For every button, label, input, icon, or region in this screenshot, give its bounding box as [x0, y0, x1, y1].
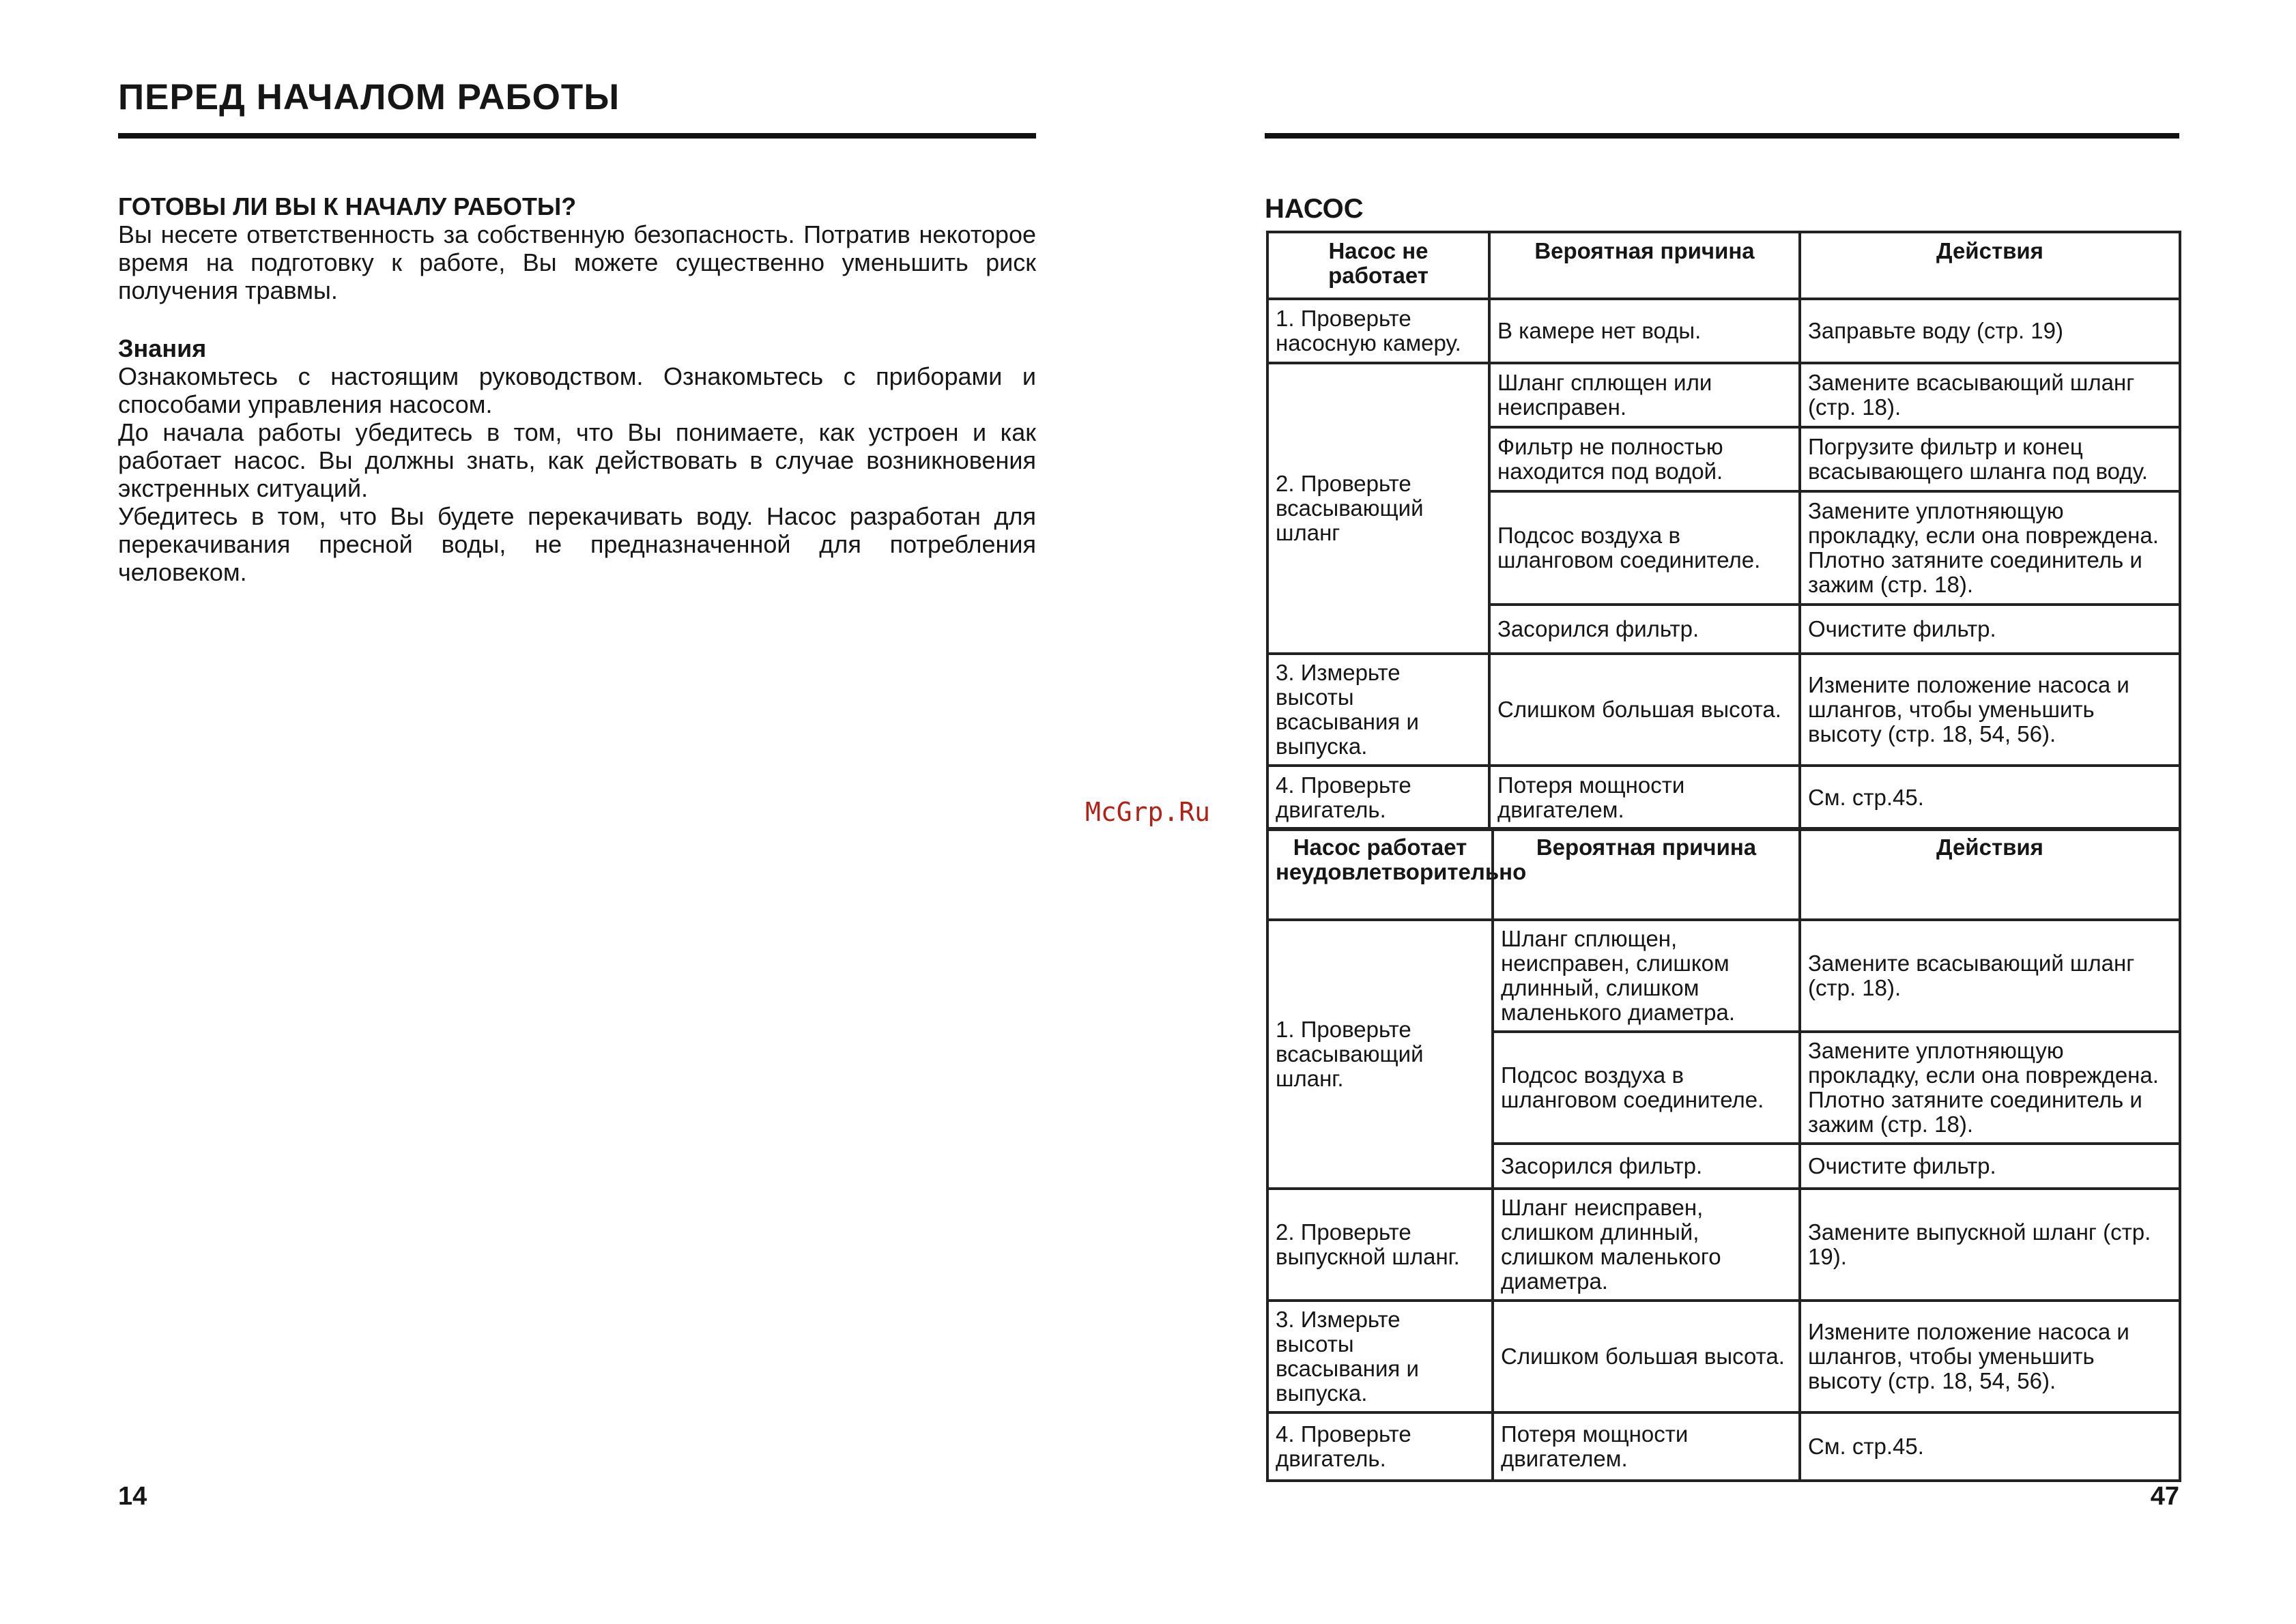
- watermark-text: McGrp.Ru: [1085, 797, 1211, 827]
- action-cell: Погрузите фильтр и конец всасывающего шланга под воду.: [1800, 427, 2180, 491]
- table-row: [1267, 1189, 2180, 1301]
- cause-cell: Слишком большая высота.: [1493, 1301, 1800, 1412]
- column-header-symptom: Насос не работает: [1267, 232, 1489, 299]
- check-cell: 3. Измерьте высоты всасывания и выпуска.: [1267, 654, 1489, 766]
- knowledge-paragraph-3: Убедитесь в том, что Вы будете перекачивать воду. Насос разработан для перекачивания пресной воды, не предназначенной для потребления человеком.: [118, 502, 1036, 586]
- left-column: [118, 192, 1036, 586]
- table-row: [1267, 299, 2180, 363]
- cause-cell: Потеря мощности двигателем.: [1493, 1412, 1800, 1481]
- cause-cell: Шланг неисправен, слишком длинный, слишком маленького диаметра.: [1493, 1189, 1800, 1301]
- knowledge-paragraph-1: Ознакомьтесь с настоящим руководством. Ознакомьтесь с приборами и способами управления насосом.: [118, 362, 1036, 418]
- check-cell: 4. Проверьте двигатель.: [1267, 1412, 1493, 1481]
- column-header-cause: Вероятная причина: [1489, 232, 1800, 299]
- action-cell: Замените уплотняющую прокладку, если она повреждена. Плотно затяните соединитель и зажим (стр. 18).: [1800, 491, 2180, 605]
- title-divider-left: [118, 133, 1036, 139]
- cause-cell: В камере нет воды.: [1489, 299, 1800, 363]
- check-cell: 2. Проверьте всасывающий шланг: [1267, 363, 1489, 654]
- check-cell: 1. Проверьте насосную камеру.: [1267, 299, 1489, 363]
- spacer: [118, 304, 1036, 334]
- cause-cell: Шланг сплющен, неисправен, слишком длинный, слишком маленького диаметра.: [1493, 920, 1800, 1032]
- troubleshoot-table-not-working: [1266, 231, 2181, 831]
- table-row: [1267, 1301, 2180, 1412]
- title-divider-right: [1265, 133, 2179, 139]
- action-cell: Замените всасывающий шланг (стр. 18).: [1800, 920, 2180, 1032]
- table-row: [1267, 1412, 2180, 1481]
- action-cell: Очистите фильтр.: [1800, 605, 2180, 654]
- cause-cell: Слишком большая высота.: [1489, 654, 1800, 766]
- column-header-action: Действия: [1800, 828, 2180, 920]
- action-cell: Замените всасывающий шланг (стр. 18).: [1800, 363, 2180, 427]
- table-header-row: [1267, 232, 2180, 299]
- cause-cell: Фильтр не полностью находится под водой.: [1489, 427, 1800, 491]
- check-cell: 1. Проверьте всасывающий шланг.: [1267, 920, 1493, 1189]
- action-cell: Измените положение насоса и шлангов, чтобы уменьшить высоту (стр. 18, 54, 56).: [1800, 1301, 2180, 1412]
- action-cell: Замените уплотняющую прокладку, если она повреждена. Плотно затяните соединитель и зажим (стр. 18).: [1800, 1032, 2180, 1144]
- column-header-action: Действия: [1800, 232, 2180, 299]
- action-cell: См. стр.45.: [1800, 1412, 2180, 1481]
- action-cell: Замените выпускной шланг (стр. 19).: [1800, 1189, 2180, 1301]
- section-heading-ready: ГОТОВЫ ЛИ ВЫ К НАЧАЛУ РАБОТЫ?: [118, 192, 577, 220]
- check-cell: 4. Проверьте двигатель.: [1267, 766, 1489, 830]
- check-cell: 3. Измерьте высоты всасывания и выпуска.: [1267, 1301, 1493, 1412]
- table-row: [1267, 363, 2180, 427]
- cause-cell: Засорился фильтр.: [1489, 605, 1800, 654]
- cause-cell: Шланг сплющен или неисправен.: [1489, 363, 1800, 427]
- section-text-ready: Вы несете ответственность за собственную безопасность. Потратив некоторое время на подготовку к работе, Вы можете существенно уменьшить риск получения травмы.: [118, 220, 1036, 304]
- page-number-left: 14: [118, 1482, 147, 1511]
- column-header-cause: Вероятная причина: [1493, 828, 1800, 920]
- action-cell: Очистите фильтр.: [1800, 1144, 2180, 1189]
- cause-cell: Засорился фильтр.: [1493, 1144, 1800, 1189]
- section-heading-knowledge: Знания: [118, 334, 207, 362]
- table-row: [1267, 920, 2180, 1032]
- cause-cell: Подсос воздуха в шланговом соединителе.: [1489, 491, 1800, 605]
- knowledge-paragraph-2: До начала работы убедитесь в том, что Вы понимаете, как устроен и как работает насос. Вы должны знать, как действовать в случае возникновения экстренных ситуаций.: [118, 418, 1036, 502]
- page-title: ПЕРЕД НАЧАЛОМ РАБОТЫ: [118, 77, 620, 117]
- table-row: [1267, 654, 2180, 766]
- troubleshoot-table-poor-performance: [1266, 827, 2181, 1482]
- table-header-row: [1267, 828, 2180, 920]
- cause-cell: Подсос воздуха в шланговом соединителе.: [1493, 1032, 1800, 1144]
- check-cell: 2. Проверьте выпускной шланг.: [1267, 1189, 1493, 1301]
- cause-cell: Потеря мощности двигателем.: [1489, 766, 1800, 830]
- section-title-pump: НАСОС: [1265, 194, 1364, 224]
- column-header-symptom: Насос работает неудовлетворительно: [1267, 828, 1493, 920]
- table-row: [1267, 766, 2180, 830]
- action-cell: См. стр.45.: [1800, 766, 2180, 830]
- action-cell: Измените положение насоса и шлангов, чтобы уменьшить высоту (стр. 18, 54, 56).: [1800, 654, 2180, 766]
- action-cell: Заправьте воду (стр. 19): [1800, 299, 2180, 363]
- page-number-right: 47: [2150, 1482, 2179, 1511]
